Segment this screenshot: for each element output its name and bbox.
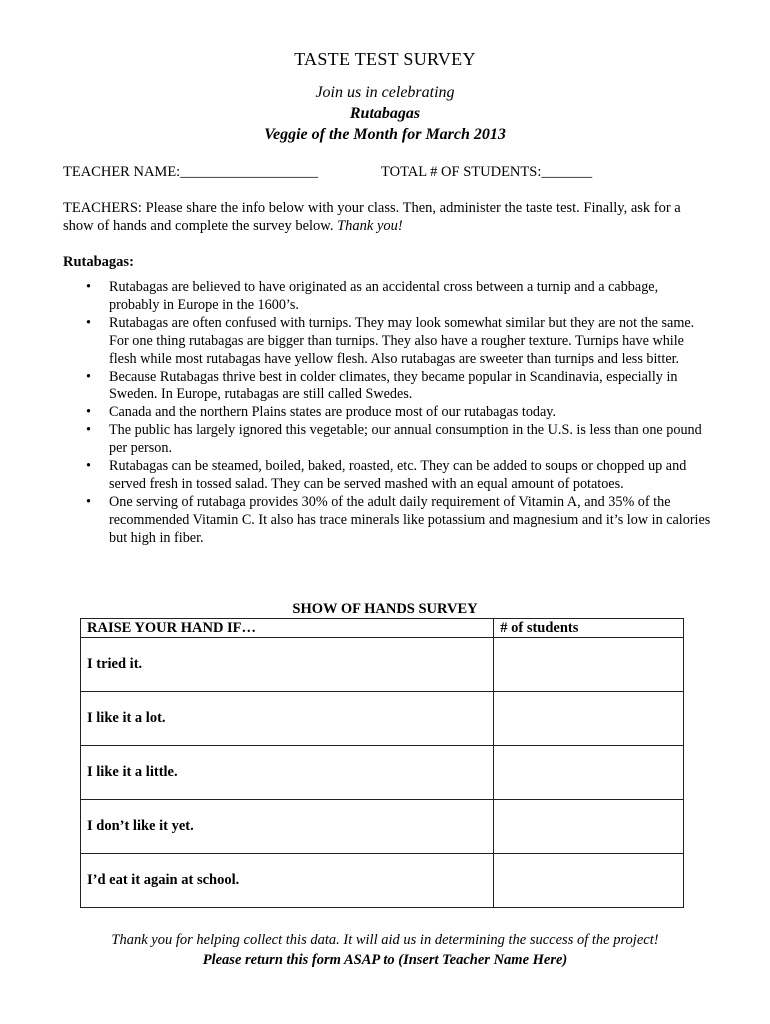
row-label: I don’t like it yet.: [81, 800, 494, 854]
row-label: I’d eat it again at school.: [81, 854, 494, 908]
facts-list: [86, 279, 711, 548]
teacher-name-field[interactable]: TEACHER NAME:___________________: [63, 164, 318, 180]
student-count-cell[interactable]: [494, 746, 684, 800]
survey-heading: SHOW OF HANDS SURVEY: [292, 601, 478, 617]
table-row: [81, 800, 684, 854]
list-item: [86, 369, 711, 405]
table-header-row: [81, 619, 684, 638]
fact-text: Rutabagas are often confused with turnips. They may look somewhat similar but they are not the same. For one thing rutabagas are bigger than turnips. They also have a rougher texture. Turnips have while flesh while most rutabagas have yellow flesh. Also rutabagas are sweeter than turnips and less bitter.: [109, 314, 695, 367]
table-row: [81, 638, 684, 692]
row-label: I like it a lot.: [81, 692, 494, 746]
list-item: [86, 315, 711, 369]
footer-thanks: Thank you for helping collect this data. It will aid us in determining the success of the project!: [111, 932, 659, 948]
column-header-question: RAISE YOUR HAND IF…: [81, 619, 494, 638]
veggie-of-month: Veggie of the Month for March 2013: [264, 126, 506, 143]
row-label: I tried it.: [81, 638, 494, 692]
veggie-name: Rutabagas: [349, 105, 421, 122]
bullet-icon: •: [86, 493, 91, 510]
fact-text: Rutabagas are believed to have originated as an accidental cross between a turnip and a cabbage, probably in Europe in the 1600’s.: [109, 279, 659, 313]
survey-table: [80, 618, 684, 908]
fact-text: The public has largely ignored this vegetable; our annual consumption in the U.S. is less than one pound per person.: [109, 422, 702, 457]
row-label: I like it a little.: [81, 746, 494, 800]
total-students-field[interactable]: TOTAL # OF STUDENTS:_______: [381, 164, 593, 180]
student-count-cell[interactable]: [494, 854, 684, 908]
bullet-icon: •: [86, 279, 91, 295]
table-row: [81, 854, 684, 908]
student-count-cell[interactable]: [494, 800, 684, 854]
bullet-icon: •: [86, 422, 91, 439]
list-item: [86, 279, 711, 315]
bullet-icon: •: [86, 314, 91, 331]
fact-text: One serving of rutabaga provides 30% of the adult daily requirement of Vitamin A, and 35% of the recommended Vitamin C. It also has trace minerals like potassium and magnesium and it’s low in calories but high in fiber.: [109, 493, 711, 546]
instructions-text: TEACHERS: Please share the info below with your class. Then, administer the taste test. Finally, ask for a show of hands and complete the survey below.: [63, 200, 681, 234]
fact-text: Because Rutabagas thrive best in colder climates, they became popular in Scandinavia, especially in Sweden. In Europe, rutabagas are still called Swedes.: [109, 368, 678, 403]
list-item: [86, 458, 711, 494]
document-title: TASTE TEST SURVEY: [294, 49, 476, 69]
table-row: [81, 746, 684, 800]
celebration-intro: Join us in celebrating: [315, 84, 455, 101]
list-item: [86, 404, 711, 422]
fact-text: Canada and the northern Plains states are produce most of our rutabagas today.: [109, 404, 557, 421]
teacher-instructions: [63, 199, 713, 235]
facts-heading: Rutabagas:: [63, 254, 134, 270]
list-item: [86, 422, 711, 458]
table-row: [81, 692, 684, 746]
student-count-cell[interactable]: [494, 638, 684, 692]
bullet-icon: •: [86, 404, 91, 421]
bullet-icon: •: [86, 458, 91, 475]
column-header-count: # of students: [494, 619, 684, 638]
student-count-cell[interactable]: [494, 692, 684, 746]
bullet-icon: •: [86, 368, 91, 385]
fact-text: Rutabagas can be steamed, boiled, baked, roasted, etc. They can be added to soups or chopped up and served fresh in tossed salad. They can be served mashed with an equal amount of potatoes.: [109, 458, 687, 492]
footer-return-note: Please return this form ASAP to (Insert Teacher Name Here): [202, 952, 568, 968]
instructions-thanks: Thank you!: [337, 218, 403, 234]
list-item: [86, 494, 711, 548]
